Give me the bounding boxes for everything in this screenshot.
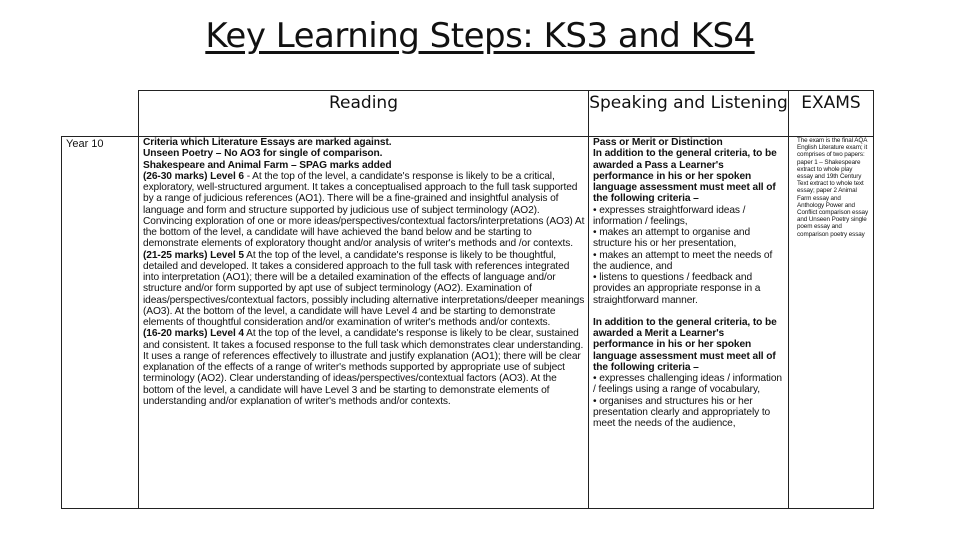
merit-criteria-intro: In addition to the general criteria, to be awarded a Merit a Learner's performance in his or her spoken language assessment must meet all of the following criteria – [593, 316, 777, 373]
reading-cell [139, 137, 589, 509]
level-6-heading: (26-30 marks) Level 6 [143, 170, 244, 182]
speaking-cell [589, 137, 789, 509]
list-item: • makes an attempt to organise and structure his or her presentation, [593, 227, 751, 250]
spacer [593, 306, 785, 317]
reading-level-6 [143, 171, 585, 250]
column-header-exams: EXAMS [789, 91, 874, 137]
level-4-heading: (16-20 marks) Level 4 [143, 328, 244, 340]
header-corner-cell [62, 91, 139, 137]
level-5-text: At the top of the level, a candidate's response is likely to be thoughtful, detailed and developed. It takes a considered approach to the full task with references integrated into interpretation (AO1); there will be a detailed examination of the effects of language and/or structure and/or form supported by apt use of subject terminology (AO2). Examination of ideas/perspectives/contextual factors, possibly including alternative interpretations/deeper meanings (AO3). At the bottom of the level, a candidate will have Level 4 and be starting to demonstrate elements of thoughtful consideration and/or examination of writer's methods and/or contexts. [143, 249, 585, 328]
reading-intro-line: Shakespeare and Animal Farm – SPAG marks added [143, 159, 392, 171]
learning-steps-table [61, 90, 874, 509]
page-title: Key Learning Steps: KS3 and KS4 [205, 16, 755, 56]
reading-level-4 [143, 328, 585, 407]
table-row [62, 137, 874, 509]
year-label: Year 10 [62, 137, 139, 509]
level-5-heading: (21-25 marks) Level 5 [143, 249, 244, 261]
reading-intro-line: Unseen Poetry – No AO3 for single of comparison. [143, 148, 383, 160]
list-item: • expresses straightforward ideas / information / feelings, [593, 204, 746, 227]
list-item: • listens to questions / feedback and provides an appropriate response in a straightforward manner. [593, 272, 761, 306]
speaking-heading: Pass or Merit or Distinction [593, 137, 723, 148]
exams-cell: The exam is the final AQA English Literature exam; it comprises of two papers: paper 1 – Shakespeare extract to whole play essay and 19th Century Text extract to whole text essay; paper 2 Animal Farm essay and Anthology Power and Conflict comparison essay and Unseen Poetry single poem essay and comparison poetry essay [789, 137, 874, 509]
list-item: • makes an attempt to meet the needs of the audience, and [593, 249, 773, 272]
column-header-speaking: Speaking and Listening [589, 91, 789, 137]
reading-level-5 [143, 250, 585, 329]
column-header-reading: Reading [139, 91, 589, 137]
reading-intro-line: Criteria which Literature Essays are marked against. [143, 137, 392, 148]
table-header-row [62, 91, 874, 137]
level-4-text: At the top of the level, a candidate's response is likely to be clear, sustained and consistent. It takes a focused response to the full task which demonstrates clear understanding. It uses a range of references effectively to illustrate and justify explanation (AO1); there will be clear explanation of the effects of a range of writer's methods supported by appropriate use of subject terminology (AO2). Clear understanding of ideas/perspectives/contextual factors (AO3). At the bottom of the level, a candidate will have Level 3 and be starting to demonstrate elements of understanding and/or explanation of writer's methods and/or contexts. [143, 328, 584, 407]
pass-criteria-intro: In addition to the general criteria, to be awarded a Pass a Learner's performance in his or her spoken language assessment must meet all of the following criteria – [593, 148, 777, 205]
list-item: • organises and structures his or her presentation clearly and appropriately to meet the needs of the audience, [593, 395, 771, 429]
level-6-text: - At the top of the level, a candidate's response is likely to be a critical, exploratory, well-structured argument. It takes a conceptualised approach to the full task supported by a range of judicious references (AO1). There will be a fine-grained and insightful analysis of language and form and structure supported by judicious use of subject terminology (AO2). Convincing exploration of one or more ideas/perspectives/contextual factors/interpretations (AO3) At the bottom of the level, a candidate will have achieved the band below and be starting to demonstrate elements of exploratory thought and/or analysis of writer's methods and /or contexts. [143, 170, 585, 250]
list-item: • expresses challenging ideas / information / feelings using a range of vocabulary, [593, 373, 782, 396]
